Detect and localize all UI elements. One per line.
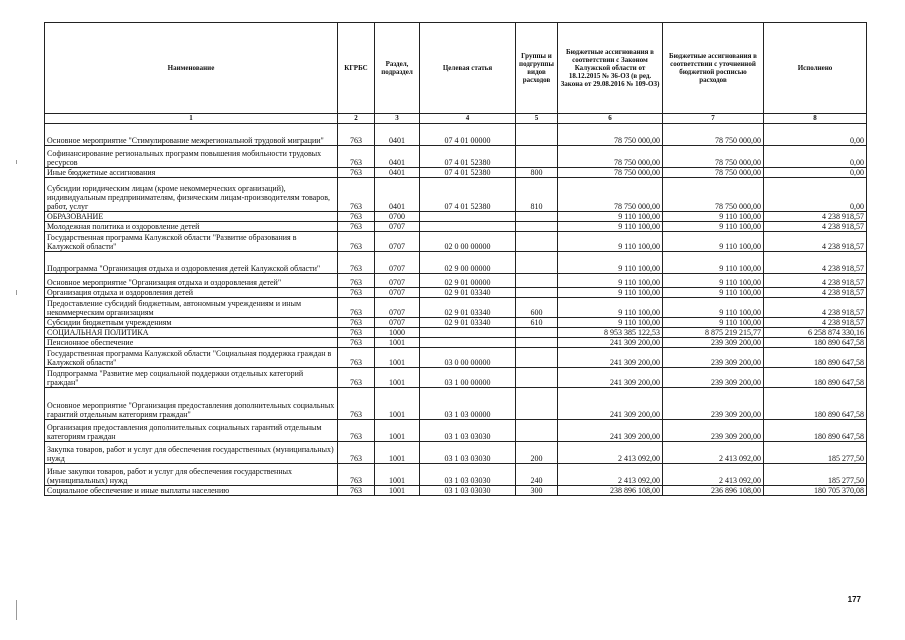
row-ispolneno-cell: 185 277,50: [764, 442, 867, 464]
row-razdel-cell: 0707: [375, 222, 420, 232]
row-vid-cell: [516, 420, 558, 442]
row-statya-cell: 03 1 03 03030: [420, 486, 516, 496]
row-ispolneno-cell: 0,00: [764, 168, 867, 178]
row-assign-law-cell: 9 110 100,00: [558, 212, 663, 222]
row-assign-law-cell: 9 110 100,00: [558, 274, 663, 288]
row-ispolneno-cell: 4 238 918,57: [764, 252, 867, 274]
scan-mark: [16, 600, 17, 620]
row-ispolneno-cell: 180 705 370,08: [764, 486, 867, 496]
row-statya-cell: 03 1 03 03030: [420, 420, 516, 442]
col-razdel-header: Раздел, подраздел: [375, 23, 420, 114]
row-assign-law-cell: 9 110 100,00: [558, 252, 663, 274]
row-kgrbs-cell: 763: [338, 222, 375, 232]
row-assign-refined-cell: 78 750 000,00: [663, 146, 764, 168]
row-razdel-cell: 0401: [375, 178, 420, 212]
table-row: [45, 222, 867, 232]
row-statya-cell: 03 1 03 03030: [420, 464, 516, 486]
row-statya-cell: 07 4 01 52380: [420, 178, 516, 212]
row-kgrbs-cell: 763: [338, 288, 375, 298]
row-kgrbs-cell: 763: [338, 274, 375, 288]
row-razdel-cell: 0707: [375, 288, 420, 298]
col-kgrbs-header: КГРБС: [338, 23, 375, 114]
row-vid-cell: 800: [516, 168, 558, 178]
row-name-cell: Подпрограмма "Организация отдыха и оздоровления детей Калужской области": [45, 252, 338, 274]
row-kgrbs-cell: 763: [338, 486, 375, 496]
column-number-row: [45, 114, 867, 124]
row-vid-cell: [516, 328, 558, 338]
col-assign-law-header: Бюджетные ассигнования в соответствии с Законом Калужской области от 18.12.2015 № 36-ОЗ (в ред. Закона от 29.08.2016 № 109-ОЗ): [558, 23, 663, 114]
row-assign-refined-cell: 9 110 100,00: [663, 252, 764, 274]
row-name-cell: Основное мероприятие "Организация отдыха и оздоровления детей": [45, 274, 338, 288]
col-gruppy-header: Группы и подгруппы видов расходов: [516, 23, 558, 114]
table-row: [45, 168, 867, 178]
col-number: 5: [516, 114, 558, 124]
table-row: [45, 420, 867, 442]
row-assign-law-cell: 9 110 100,00: [558, 222, 663, 232]
row-name-cell: Государственная программа Калужской области "Развитие образования в Калужской области": [45, 232, 338, 252]
row-name-cell: Субсидии бюджетным учреждениям: [45, 318, 338, 328]
row-kgrbs-cell: 763: [338, 178, 375, 212]
row-vid-cell: [516, 274, 558, 288]
table-row: [45, 442, 867, 464]
row-statya-cell: [420, 222, 516, 232]
col-statya-header: Целевая статья: [420, 23, 516, 114]
row-assign-law-cell: 9 110 100,00: [558, 232, 663, 252]
row-ispolneno-cell: 6 258 874 330,16: [764, 328, 867, 338]
row-ispolneno-cell: 180 890 647,58: [764, 348, 867, 368]
row-razdel-cell: 0707: [375, 318, 420, 328]
row-statya-cell: 02 9 01 03340: [420, 318, 516, 328]
row-assign-refined-cell: 236 896 108,00: [663, 486, 764, 496]
table-row: [45, 124, 867, 146]
row-ispolneno-cell: 180 890 647,58: [764, 338, 867, 348]
row-vid-cell: 610: [516, 318, 558, 328]
row-ispolneno-cell: 0,00: [764, 146, 867, 168]
row-vid-cell: 200: [516, 442, 558, 464]
row-statya-cell: 03 1 03 00000: [420, 388, 516, 420]
row-razdel-cell: 1001: [375, 388, 420, 420]
row-ispolneno-cell: 0,00: [764, 124, 867, 146]
row-vid-cell: [516, 124, 558, 146]
page-number: 177: [847, 595, 861, 604]
row-vid-cell: 300: [516, 486, 558, 496]
row-kgrbs-cell: 763: [338, 146, 375, 168]
row-name-cell: Софинансирование региональных программ повышения мобильности трудовых ресурсов: [45, 146, 338, 168]
row-kgrbs-cell: 763: [338, 232, 375, 252]
row-razdel-cell: 0401: [375, 146, 420, 168]
row-razdel-cell: 0700: [375, 212, 420, 222]
row-name-cell: Основное мероприятие "Стимулирование межрегиональной трудовой миграции": [45, 124, 338, 146]
col-ispolneno-header: Исполнено: [764, 23, 867, 114]
row-kgrbs-cell: 763: [338, 338, 375, 348]
row-vid-cell: [516, 368, 558, 388]
row-name-cell: Предоставление субсидий бюджетным, автономным учреждениям и иным некоммерческим организациям: [45, 298, 338, 318]
row-name-cell: Молодежная политика и оздоровление детей: [45, 222, 338, 232]
row-razdel-cell: 0401: [375, 168, 420, 178]
row-assign-law-cell: 8 953 385 122,53: [558, 328, 663, 338]
row-kgrbs-cell: 763: [338, 388, 375, 420]
row-vid-cell: [516, 232, 558, 252]
row-razdel-cell: 1001: [375, 420, 420, 442]
row-assign-refined-cell: 9 110 100,00: [663, 274, 764, 288]
table-row: [45, 328, 867, 338]
row-vid-cell: 810: [516, 178, 558, 212]
row-name-cell: Пенсионное обеспечение: [45, 338, 338, 348]
col-assign-refined-header: Бюджетные ассигнования в соответствии с уточненной бюджетной росписью расходов: [663, 23, 764, 114]
row-vid-cell: [516, 338, 558, 348]
row-razdel-cell: 1001: [375, 464, 420, 486]
row-razdel-cell: 0707: [375, 232, 420, 252]
row-kgrbs-cell: 763: [338, 318, 375, 328]
table-row: [45, 274, 867, 288]
table-row: [45, 486, 867, 496]
row-kgrbs-cell: 763: [338, 368, 375, 388]
row-razdel-cell: 1001: [375, 338, 420, 348]
row-name-cell: Иные бюджетные ассигнования: [45, 168, 338, 178]
row-name-cell: Иные закупки товаров, работ и услуг для обеспечения государственных (муниципальных) нужд: [45, 464, 338, 486]
row-ispolneno-cell: 4 238 918,57: [764, 232, 867, 252]
row-assign-refined-cell: 2 413 092,00: [663, 464, 764, 486]
budget-table: [44, 22, 867, 496]
row-razdel-cell: 1001: [375, 368, 420, 388]
row-razdel-cell: 0707: [375, 252, 420, 274]
row-assign-law-cell: 2 413 092,00: [558, 464, 663, 486]
row-ispolneno-cell: 180 890 647,58: [764, 368, 867, 388]
row-assign-refined-cell: 239 309 200,00: [663, 348, 764, 368]
row-vid-cell: [516, 348, 558, 368]
table-body: [45, 124, 867, 496]
header-row: [45, 23, 867, 114]
col-name-header: Наименование: [45, 23, 338, 114]
row-kgrbs-cell: 763: [338, 124, 375, 146]
row-ispolneno-cell: 4 238 918,57: [764, 298, 867, 318]
table-row: [45, 212, 867, 222]
row-assign-law-cell: 78 750 000,00: [558, 178, 663, 212]
row-assign-law-cell: 78 750 000,00: [558, 146, 663, 168]
row-razdel-cell: 0707: [375, 274, 420, 288]
row-ispolneno-cell: 185 277,50: [764, 464, 867, 486]
col-number: 2: [338, 114, 375, 124]
row-assign-law-cell: 241 309 200,00: [558, 420, 663, 442]
row-assign-refined-cell: 239 309 200,00: [663, 388, 764, 420]
row-assign-refined-cell: 9 110 100,00: [663, 222, 764, 232]
row-vid-cell: [516, 212, 558, 222]
row-assign-refined-cell: 9 110 100,00: [663, 318, 764, 328]
row-name-cell: Государственная программа Калужской области "Социальная поддержка граждан в Калужской области": [45, 348, 338, 368]
table-row: [45, 318, 867, 328]
row-assign-refined-cell: 9 110 100,00: [663, 288, 764, 298]
row-ispolneno-cell: 4 238 918,57: [764, 222, 867, 232]
row-assign-refined-cell: 239 309 200,00: [663, 368, 764, 388]
row-kgrbs-cell: 763: [338, 464, 375, 486]
row-assign-law-cell: 78 750 000,00: [558, 168, 663, 178]
col-number: 7: [663, 114, 764, 124]
table-row: [45, 298, 867, 318]
row-assign-law-cell: 241 309 200,00: [558, 368, 663, 388]
row-name-cell: Социальное обеспечение и иные выплаты населению: [45, 486, 338, 496]
row-razdel-cell: 0707: [375, 298, 420, 318]
row-kgrbs-cell: 763: [338, 212, 375, 222]
table-row: [45, 252, 867, 274]
row-statya-cell: 03 0 00 00000: [420, 348, 516, 368]
row-assign-law-cell: 78 750 000,00: [558, 124, 663, 146]
row-razdel-cell: 1000: [375, 328, 420, 338]
row-razdel-cell: 0401: [375, 124, 420, 146]
table-row: [45, 232, 867, 252]
row-ispolneno-cell: 4 238 918,57: [764, 288, 867, 298]
row-kgrbs-cell: 763: [338, 252, 375, 274]
row-assign-law-cell: 9 110 100,00: [558, 298, 663, 318]
col-number: 3: [375, 114, 420, 124]
row-assign-refined-cell: 8 875 219 215,77: [663, 328, 764, 338]
col-number: 1: [45, 114, 338, 124]
row-kgrbs-cell: 763: [338, 420, 375, 442]
row-assign-refined-cell: 9 110 100,00: [663, 232, 764, 252]
row-assign-law-cell: 2 413 092,00: [558, 442, 663, 464]
scan-mark: [16, 290, 17, 295]
row-name-cell: ОБРАЗОВАНИЕ: [45, 212, 338, 222]
row-kgrbs-cell: 763: [338, 168, 375, 178]
row-statya-cell: [420, 338, 516, 348]
row-assign-refined-cell: 239 309 200,00: [663, 338, 764, 348]
col-number: 4: [420, 114, 516, 124]
row-assign-law-cell: 9 110 100,00: [558, 318, 663, 328]
row-statya-cell: 02 9 00 00000: [420, 252, 516, 274]
row-statya-cell: 03 1 03 03030: [420, 442, 516, 464]
row-name-cell: Организация отдыха и оздоровления детей: [45, 288, 338, 298]
row-vid-cell: [516, 252, 558, 274]
row-vid-cell: 240: [516, 464, 558, 486]
table-row: [45, 338, 867, 348]
row-name-cell: Основное мероприятие "Организация предоставления дополнительных социальных гарантий отдельным категориям граждан": [45, 388, 338, 420]
row-name-cell: СОЦИАЛЬНАЯ ПОЛИТИКА: [45, 328, 338, 338]
row-name-cell: Организация предоставления дополнительных социальных гарантий отдельным категориям граждан: [45, 420, 338, 442]
row-kgrbs-cell: 763: [338, 442, 375, 464]
row-ispolneno-cell: 180 890 647,58: [764, 388, 867, 420]
row-assign-refined-cell: 2 413 092,00: [663, 442, 764, 464]
row-ispolneno-cell: 4 238 918,57: [764, 274, 867, 288]
row-assign-law-cell: 238 896 108,00: [558, 486, 663, 496]
row-razdel-cell: 1001: [375, 486, 420, 496]
table-row: [45, 288, 867, 298]
row-statya-cell: 02 9 01 03340: [420, 298, 516, 318]
row-kgrbs-cell: 763: [338, 328, 375, 338]
scan-mark: [16, 160, 17, 164]
row-ispolneno-cell: 4 238 918,57: [764, 212, 867, 222]
row-statya-cell: 02 9 01 03340: [420, 288, 516, 298]
row-vid-cell: [516, 288, 558, 298]
row-kgrbs-cell: 763: [338, 348, 375, 368]
row-statya-cell: 07 4 01 52380: [420, 146, 516, 168]
row-razdel-cell: 1001: [375, 442, 420, 464]
row-assign-law-cell: 241 309 200,00: [558, 348, 663, 368]
row-assign-refined-cell: 78 750 000,00: [663, 168, 764, 178]
table-row: [45, 146, 867, 168]
col-number: 8: [764, 114, 867, 124]
row-razdel-cell: 1001: [375, 348, 420, 368]
row-assign-refined-cell: 9 110 100,00: [663, 212, 764, 222]
row-statya-cell: 07 4 01 00000: [420, 124, 516, 146]
row-statya-cell: 03 1 00 00000: [420, 368, 516, 388]
row-assign-refined-cell: 9 110 100,00: [663, 298, 764, 318]
row-assign-refined-cell: 239 309 200,00: [663, 420, 764, 442]
row-name-cell: Субсидии юридическим лицам (кроме некоммерческих организаций), индивидуальным предпринимателям, физическим лицам-производителям товаров, работ, услуг: [45, 178, 338, 212]
row-assign-law-cell: 241 309 200,00: [558, 388, 663, 420]
row-vid-cell: [516, 388, 558, 420]
table-row: [45, 388, 867, 420]
row-vid-cell: [516, 222, 558, 232]
row-name-cell: Закупка товаров, работ и услуг для обеспечения государственных (муниципальных) нужд: [45, 442, 338, 464]
row-statya-cell: [420, 212, 516, 222]
row-statya-cell: 07 4 01 52380: [420, 168, 516, 178]
row-vid-cell: [516, 146, 558, 168]
row-assign-law-cell: 241 309 200,00: [558, 338, 663, 348]
table-row: [45, 348, 867, 368]
row-assign-refined-cell: 78 750 000,00: [663, 124, 764, 146]
row-assign-refined-cell: 78 750 000,00: [663, 178, 764, 212]
table-row: [45, 178, 867, 212]
row-ispolneno-cell: 0,00: [764, 178, 867, 212]
table-row: [45, 464, 867, 486]
row-name-cell: Подпрограмма "Развитие мер социальной поддержки отдельных категорий граждан": [45, 368, 338, 388]
row-statya-cell: 02 9 01 00000: [420, 274, 516, 288]
table-row: [45, 368, 867, 388]
row-statya-cell: 02 0 00 00000: [420, 232, 516, 252]
row-kgrbs-cell: 763: [338, 298, 375, 318]
row-statya-cell: [420, 328, 516, 338]
col-number: 6: [558, 114, 663, 124]
row-assign-law-cell: 9 110 100,00: [558, 288, 663, 298]
row-ispolneno-cell: 4 238 918,57: [764, 318, 867, 328]
row-ispolneno-cell: 180 890 647,58: [764, 420, 867, 442]
row-vid-cell: 600: [516, 298, 558, 318]
